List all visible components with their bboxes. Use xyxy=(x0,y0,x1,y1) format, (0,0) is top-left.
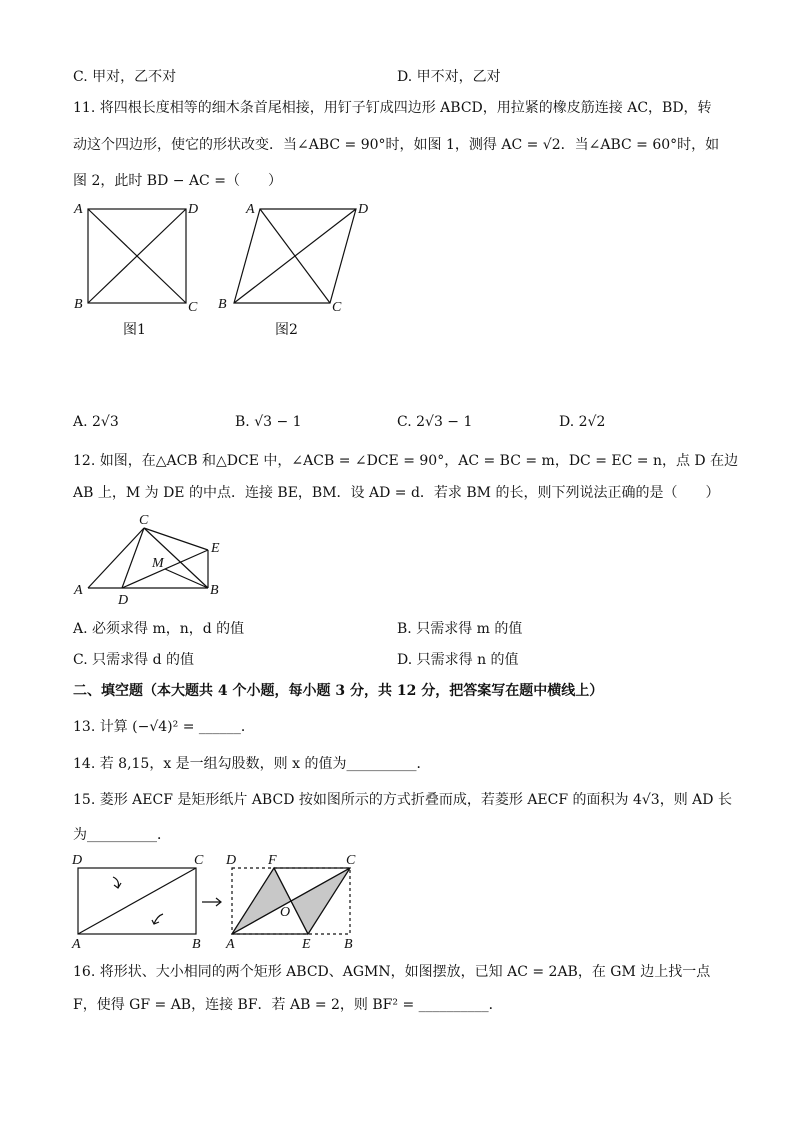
q11-line-2: 动这个四边形，使它的形状改变．当∠ABC = 90°时，如图 1，测得 AC = √2．当∠ABC = 60°时，如 xyxy=(73,137,720,153)
q12-line-1: 12. 如图，在△ACB 和△DCE 中，∠ACB = ∠DCE = 90°，AC = BC = m，DC = EC = n，点 D 在边 xyxy=(73,453,739,469)
q15-right-label-e: E xyxy=(302,937,311,952)
q12-label-b: B xyxy=(210,583,219,598)
q15-right-label-f: F xyxy=(268,853,277,868)
fig2-caption: 图2 xyxy=(275,322,298,338)
q11-figures xyxy=(60,195,380,345)
q13-text: 13. 计算 (−√4)² = ______． xyxy=(73,719,255,735)
q12-figure xyxy=(68,510,238,610)
fig1-caption: 图1 xyxy=(123,322,146,338)
q12-option-d: D. 只需求得 n 的值 xyxy=(397,652,519,668)
q12-label-d: D xyxy=(118,593,129,608)
q15-left-label-d: D xyxy=(72,853,83,868)
q16-line-2: F，使得 GF = AB，连接 BF．若 AB = 2，则 BF² = __________． xyxy=(73,997,503,1013)
q15-right-label-b: B xyxy=(344,937,353,952)
q11-option-b: B. √3 − 1 xyxy=(235,414,302,430)
fig1-label-d: D xyxy=(188,202,199,217)
q15-left-label-c: C xyxy=(194,853,204,868)
fig1-label-c: C xyxy=(188,300,198,315)
fig2-label-a: A xyxy=(246,202,255,217)
section2-heading: 二、填空题（本大题共 4 个小题，每小题 3 分，共 12 分，把答案写在题中横线上） xyxy=(73,683,604,699)
fig2-label-b: B xyxy=(218,297,227,312)
q12-option-b: B. 只需求得 m 的值 xyxy=(397,621,523,637)
q12-option-c: C. 只需求得 d 的值 xyxy=(73,652,194,668)
fig2-rhombus xyxy=(234,209,356,303)
q15-right-label-a: A xyxy=(226,937,235,952)
right-arrow-icon xyxy=(202,898,221,906)
fig1-square xyxy=(88,209,186,303)
fig2-label-c: C xyxy=(332,300,342,315)
q15-left-label-a: A xyxy=(72,937,81,952)
q11-option-a: A. 2√3 xyxy=(73,414,119,430)
q12-label-m: M xyxy=(152,556,164,571)
fig2-label-d: D xyxy=(358,202,369,217)
q15-right-label-c: C xyxy=(346,853,356,868)
q12-option-a: A. 必须求得 m，n，d 的值 xyxy=(73,621,245,637)
q12-line-2: AB 上，M 为 DE 的中点．连接 BE，BM．设 AD = d．若求 BM 的长，则下列说法正确的是（ ） xyxy=(73,485,720,501)
fig1-label-b: B xyxy=(74,297,83,312)
q12-label-e: E xyxy=(211,541,220,556)
q15-figure xyxy=(66,850,366,952)
q10-option-d: D. 甲不对，乙对 xyxy=(397,69,501,85)
q14-text: 14. 若 8,15，x 是一组勾股数，则 x 的值为__________． xyxy=(73,756,431,772)
q12-label-c: C xyxy=(139,513,149,528)
q15-left-label-b: B xyxy=(192,937,201,952)
q15-line-2: 为__________． xyxy=(73,827,171,843)
q15-right-label-o: O xyxy=(280,905,291,920)
q16-line-1: 16. 将形状、大小相同的两个矩形 ABCD、AGMN，如图摆放，已知 AC = 2AB，在 GM 边上找一点 xyxy=(73,964,711,980)
q11-option-d: D. 2√2 xyxy=(559,414,606,430)
q11-line-1: 11. 将四根长度相等的细木条首尾相接，用钉子钉成四边形 ABCD，用拉紧的橡皮筋连接 AC，BD，转 xyxy=(73,100,712,116)
fig1-label-a: A xyxy=(74,202,83,217)
q11-line-3: 图 2，此时 BD − AC =（ ） xyxy=(73,173,282,189)
q11-option-c: C. 2√3 − 1 xyxy=(397,414,473,430)
q12-label-a: A xyxy=(74,583,83,598)
q15-right-label-d: D xyxy=(226,853,237,868)
q15-line-1: 15. 菱形 AECF 是矩形纸片 ABCD 按如图所示的方式折叠而成，若菱形 AECF 的面积为 4√3，则 AD 长 xyxy=(73,792,732,808)
q10-option-c: C. 甲对，乙不对 xyxy=(73,69,177,85)
